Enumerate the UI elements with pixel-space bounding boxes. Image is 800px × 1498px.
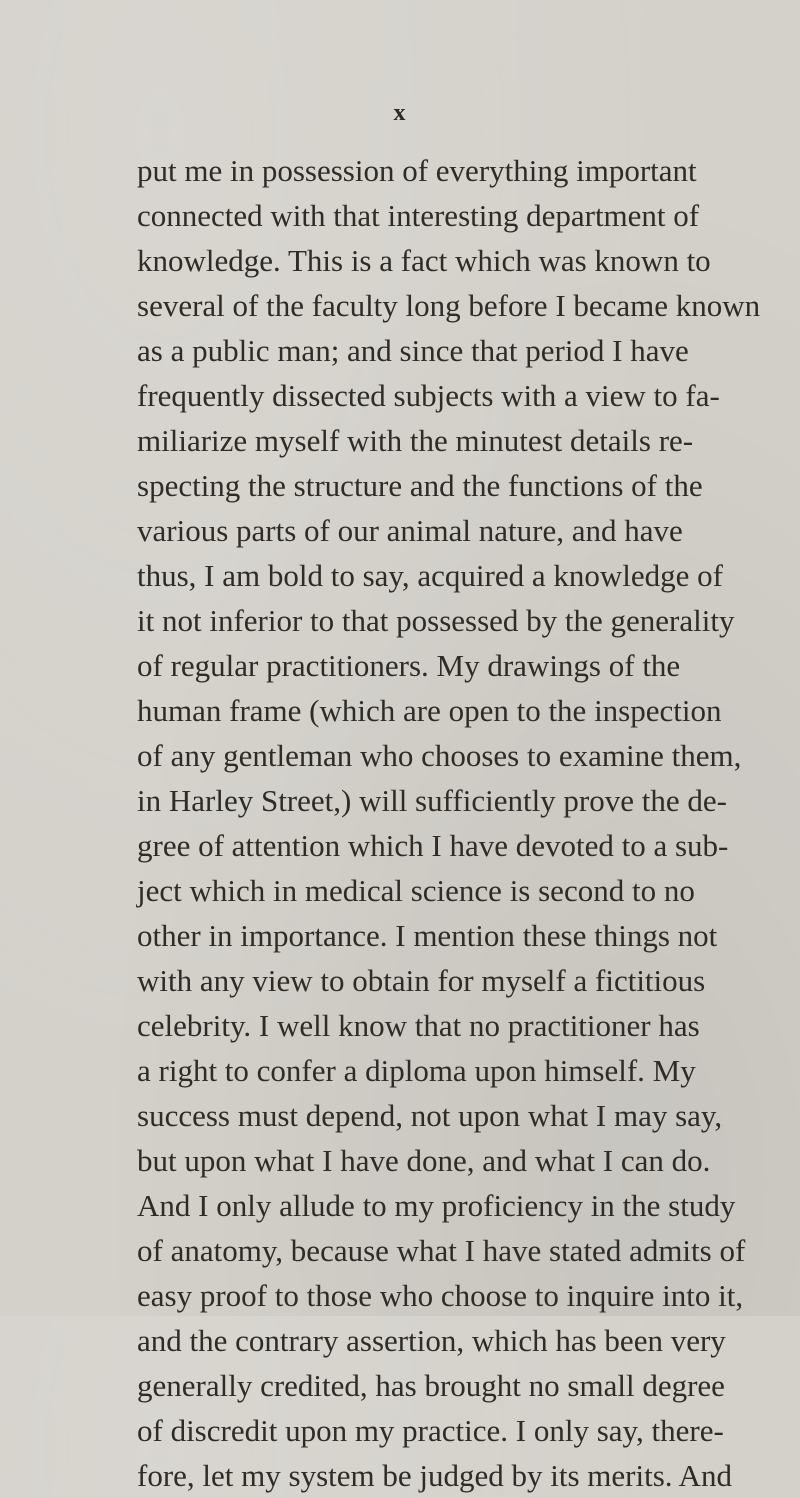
text-line: in Harley Street,) will sufficiently prove the de- [137, 783, 727, 818]
text-line: fore, let my system be judged by its merits. And [137, 1458, 732, 1493]
text-line: as a public man; and since that period I have [137, 333, 689, 368]
text-line: of any gentleman who chooses to examine them, [137, 738, 742, 773]
text-line: it not inferior to that possessed by the generality [137, 603, 735, 638]
text-line: other in importance. I mention these things not [137, 918, 718, 953]
text-line: And I only allude to my proficiency in the study [137, 1188, 736, 1223]
text-line: ject which in medical science is second to no [137, 873, 695, 908]
text-line: gree of attention which I have devoted to a sub- [137, 828, 729, 863]
text-line: connected with that interesting department of [137, 198, 700, 233]
text-line: with any view to obtain for myself a fictitious [137, 963, 706, 998]
text-line: of discredit upon my practice. I only say, there- [137, 1413, 724, 1448]
text-line: thus, I am bold to say, acquired a knowledge of [137, 558, 723, 593]
text-line: generally credited, has brought no small degree [137, 1368, 725, 1403]
text-line: miliarize myself with the minutest details re- [137, 423, 694, 458]
text-line: various parts of our animal nature, and have [137, 513, 683, 548]
text-line: of anatomy, because what I have stated admits of [137, 1233, 746, 1268]
text-line: and the contrary assertion, which has been very [137, 1323, 726, 1358]
text-line: several of the faculty long before I became known [137, 288, 761, 323]
text-line: specting the structure and the functions of the [137, 468, 703, 503]
text-line: easy proof to those who choose to inquire into it, [137, 1278, 744, 1313]
text-line: put me in possession of everything important [137, 153, 697, 188]
text-line: but upon what I have done, and what I can do. [137, 1143, 711, 1178]
body-text [137, 148, 761, 1498]
text-line: knowledge. This is a fact which was known to [137, 243, 711, 278]
text-line: human frame (which are open to the inspection [137, 693, 722, 728]
text-line: frequently dissected subjects with a view to fa- [137, 378, 720, 413]
text-line: of regular practitioners. My drawings of the [137, 648, 681, 683]
text-line: celebrity. I well know that no practitioner has [137, 1008, 700, 1043]
page-number: x [393, 100, 407, 126]
text-line: a right to confer a diploma upon himself. My [137, 1053, 696, 1088]
text-line: success must depend, not upon what I may say, [137, 1098, 723, 1133]
